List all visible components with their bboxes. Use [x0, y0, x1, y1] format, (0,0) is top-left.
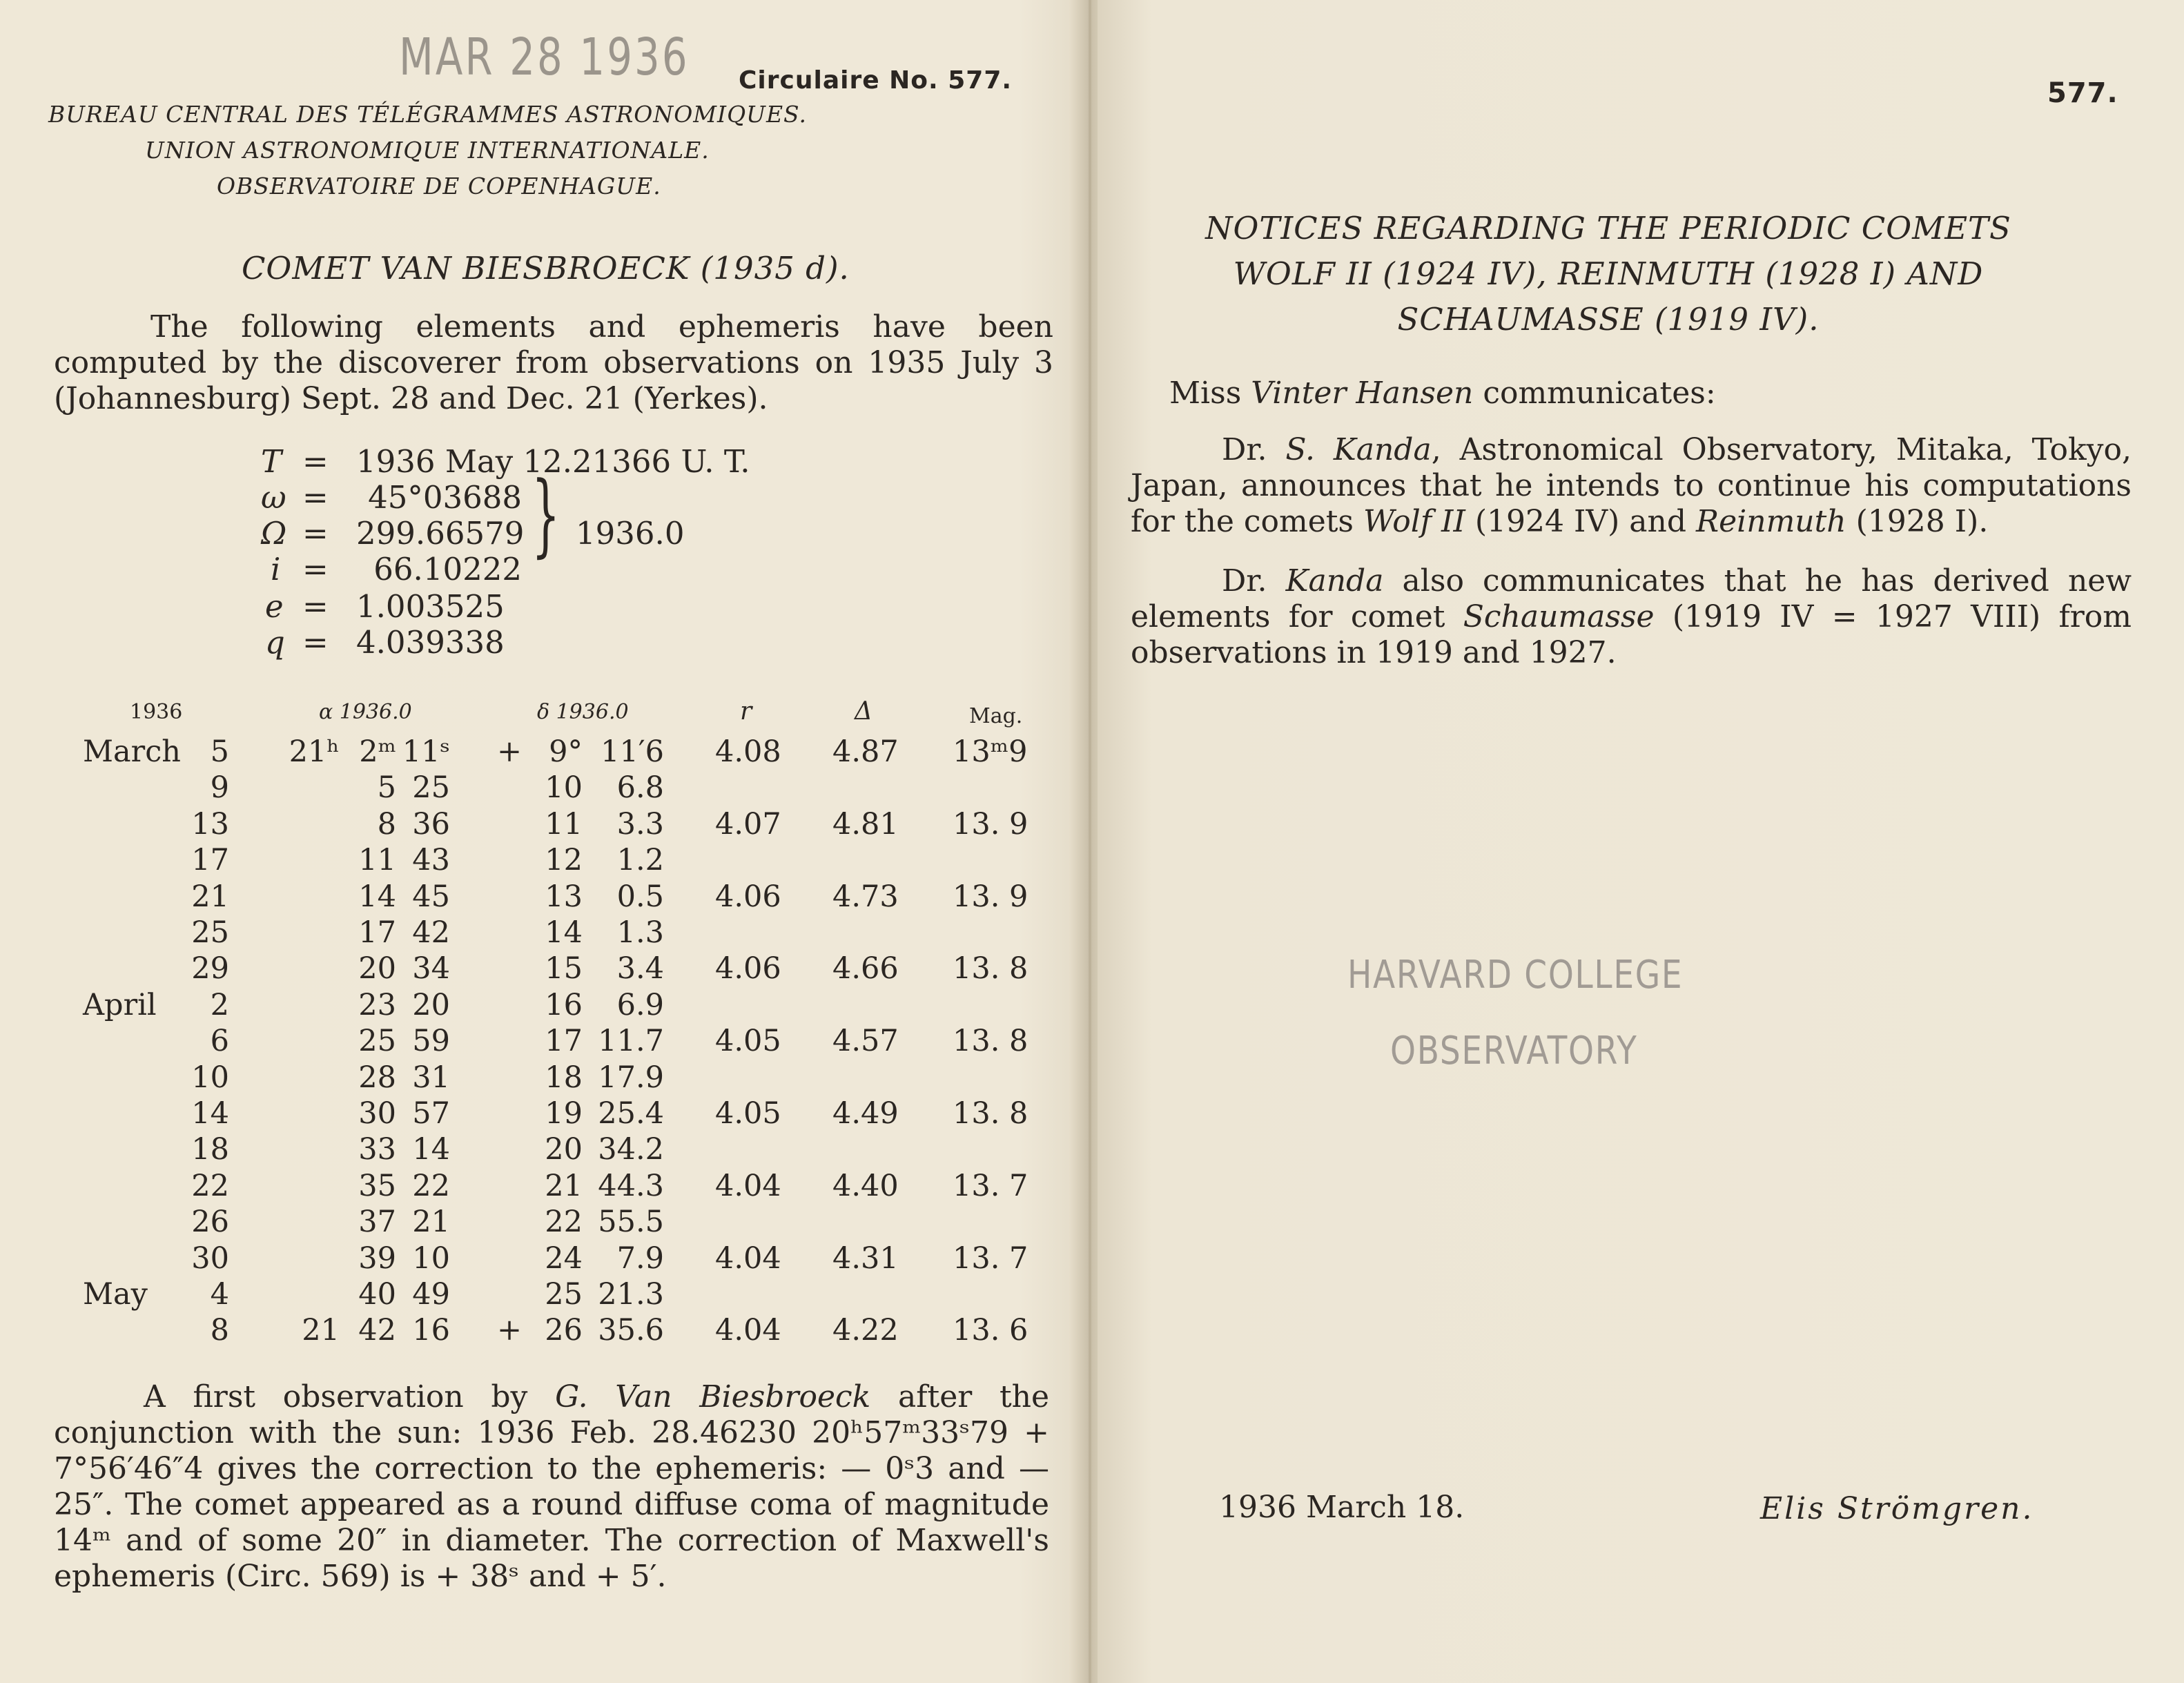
comet-title: COMET VAN BIESBROECK (1935 d).	[242, 250, 850, 286]
element-i-symbol: i	[271, 551, 281, 587]
cell-ra-s: 31	[412, 1060, 450, 1095]
header-mag: Mag.	[969, 704, 1023, 728]
cell-mag: 13. 7	[953, 1168, 1028, 1203]
p2-c: also communicates that he has derived new elements for comet	[1131, 563, 2132, 634]
element-node-eq: =	[302, 515, 329, 552]
cell-ra-m: 11	[358, 843, 396, 878]
cell-day: 30	[191, 1241, 229, 1276]
cell-day: 6	[210, 1024, 229, 1059]
element-T-symbol: T	[261, 443, 282, 480]
closing-text-1: A first observation by	[144, 1379, 556, 1414]
cell-month: March	[83, 735, 181, 769]
element-omega-symbol: ω	[261, 479, 286, 516]
cell-r: 4.04	[715, 1241, 781, 1276]
cell-ra-m: 2ᵐ	[359, 735, 396, 769]
cell-dec-d: 12	[545, 843, 583, 878]
cell-dec-d: 13	[545, 879, 583, 914]
cell-dec-m: 17.9	[598, 1060, 664, 1095]
cell-mag: 13. 6	[953, 1313, 1028, 1348]
cell-dec-m: 44.3	[598, 1168, 664, 1203]
cell-dec-m: 55.5	[598, 1205, 664, 1240]
cell-mag: 13. 8	[953, 1096, 1028, 1131]
cell-r: 4.05	[715, 1096, 781, 1131]
cell-day: 22	[191, 1168, 229, 1203]
cell-ra-m: 23	[358, 987, 396, 1022]
cell-ra-s: 34	[412, 951, 450, 986]
cell-ra-s: 11ˢ	[402, 735, 450, 769]
notice-title-line-2: WOLF II (1924 IV), REINMUTH (1928 I) AND	[1233, 255, 1984, 292]
cell-dec-d: 18	[545, 1060, 583, 1095]
cell-dec-d: 26	[545, 1313, 583, 1348]
cell-dec-d: 10	[545, 770, 583, 806]
cell-dec-m: 25.4	[598, 1096, 664, 1131]
cell-ra-m: 25	[358, 1024, 396, 1059]
header-ra: α 1936.0	[319, 700, 412, 724]
cell-day: 29	[191, 951, 229, 986]
cell-dec-d: 11	[545, 806, 583, 842]
signature: Elis Strömgren.	[1760, 1491, 2034, 1526]
cell-dec-m: 35.6	[598, 1313, 664, 1348]
cell-ra-h: 21	[302, 1313, 340, 1348]
issue-date: 1936 March 18.	[1219, 1490, 1465, 1525]
p2-a: Dr.	[1222, 563, 1286, 599]
right-page-number: 577.	[2047, 77, 2118, 109]
p1-kanda: S. Kanda	[1285, 432, 1432, 467]
cell-ra-m: 40	[358, 1277, 396, 1312]
cell-day: 9	[210, 770, 229, 806]
cell-ra-s: 57	[412, 1096, 450, 1131]
cell-ra-s: 43	[412, 843, 450, 878]
element-q-symbol: q	[265, 624, 285, 661]
kanda-paragraph-1	[1131, 432, 2132, 540]
header-year: 1936	[130, 700, 183, 724]
cell-r: 4.08	[715, 735, 781, 769]
cell-month: May	[83, 1277, 148, 1312]
cell-day: 25	[191, 915, 229, 950]
element-i-value: 66.10222	[373, 551, 522, 587]
cell-mag: 13. 8	[953, 1024, 1028, 1059]
cell-mag: 13. 9	[953, 806, 1028, 842]
cell-delta: 4.66	[832, 951, 899, 986]
cell-mag: 13. 8	[953, 951, 1028, 986]
cell-day: 17	[191, 843, 229, 878]
cell-day: 4	[210, 1277, 229, 1312]
communicates-line	[1169, 376, 1716, 411]
p2-e: (1919 IV = 1927 VIII) from observations in 1919 and 1927.	[1131, 599, 2132, 670]
cell-dec-m: 1.2	[616, 843, 664, 878]
cell-dec-m: 1.3	[616, 915, 664, 950]
cell-ra-m: 30	[358, 1096, 396, 1131]
cell-ra-m: 14	[358, 879, 396, 914]
cell-dec-d: 21	[545, 1168, 583, 1203]
bureau-line-1: BUREAU CENTRAL DES TÉLÉGRAMMES ASTRONOMIQUES.	[48, 101, 807, 128]
cell-ra-m: 17	[358, 915, 396, 950]
cell-dec-d: 24	[545, 1241, 583, 1276]
cell-ra-s: 21	[412, 1205, 450, 1240]
cell-ra-s: 36	[412, 806, 450, 842]
cell-ra-s: 16	[412, 1313, 450, 1348]
element-i-eq: =	[302, 551, 329, 587]
element-e-symbol: e	[265, 588, 284, 625]
p1-wolf: Wolf II	[1363, 504, 1465, 539]
cell-day: 18	[191, 1132, 229, 1167]
cell-day: 13	[191, 806, 229, 842]
element-node-symbol: Ω	[261, 515, 287, 552]
cell-delta: 4.87	[832, 735, 899, 769]
header-dec: δ 1936.0	[537, 700, 629, 724]
cell-ra-m: 35	[358, 1168, 396, 1203]
harvard-stamp-line-1: HARVARD COLLEGE	[1347, 953, 1684, 998]
cell-dec-m: 11.7	[598, 1024, 664, 1059]
cell-dec-d: 16	[545, 987, 583, 1022]
cell-day: 5	[210, 735, 229, 769]
equinox-label: 1936.0	[576, 515, 685, 552]
cell-dec-m: 3.4	[616, 951, 664, 986]
cell-dec-d: 19	[545, 1096, 583, 1131]
cell-delta: 4.81	[832, 806, 899, 842]
element-q-value: 4.039338	[356, 624, 505, 661]
cell-dec-sign: +	[497, 735, 523, 769]
cell-delta: 4.31	[832, 1241, 899, 1276]
element-node-value: 299.66579	[356, 515, 525, 552]
p1-reinmuth: Reinmuth	[1695, 504, 1846, 539]
cell-dec-m: 6.9	[616, 987, 664, 1022]
cell-ra-h: 21ʰ	[289, 735, 340, 769]
cell-ra-m: 8	[377, 806, 396, 842]
cell-dec-d: 14	[545, 915, 583, 950]
cell-r: 4.05	[715, 1024, 781, 1059]
intro-paragraph	[54, 309, 1053, 417]
cell-day: 26	[191, 1205, 229, 1240]
kanda-paragraph-2	[1131, 563, 2132, 671]
cell-ra-m: 20	[358, 951, 396, 986]
cell-delta: 4.49	[832, 1096, 899, 1131]
cell-dec-d: 9°	[549, 735, 583, 769]
cell-dec-m: 6.8	[616, 770, 664, 806]
element-omega-eq: =	[302, 479, 329, 516]
received-date-stamp: MAR 28 1936	[399, 28, 690, 87]
element-T-eq: =	[302, 443, 329, 480]
cell-dec-m: 7.9	[616, 1241, 664, 1276]
cell-dec-d: 22	[545, 1205, 583, 1240]
comm-post: communicates:	[1473, 376, 1716, 411]
cell-ra-s: 25	[412, 770, 450, 806]
cell-ra-m: 37	[358, 1205, 396, 1240]
cell-r: 4.06	[715, 951, 781, 986]
cell-dec-m: 21.3	[598, 1277, 664, 1312]
cell-ra-m: 42	[358, 1313, 396, 1348]
observer-name: G. Van Biesbroeck	[555, 1379, 871, 1414]
harvard-stamp-line-2: OBSERVATORY	[1390, 1029, 1638, 1073]
cell-ra-m: 28	[358, 1060, 396, 1095]
cell-r: 4.04	[715, 1313, 781, 1348]
element-T-value: 1936 May 12.21366 U. T.	[356, 443, 750, 480]
cell-ra-s: 45	[412, 879, 450, 914]
notice-title-line-3: SCHAUMASSE (1919 IV).	[1397, 301, 1820, 338]
cell-ra-s: 20	[412, 987, 450, 1022]
cell-dec-sign: +	[497, 1313, 523, 1348]
cell-dec-d: 20	[545, 1132, 583, 1167]
cell-delta: 4.73	[832, 879, 899, 914]
notice-title-line-1: NOTICES REGARDING THE PERIODIC COMETS	[1205, 210, 2011, 246]
cell-dec-m: 11′6	[601, 735, 664, 769]
cell-day: 10	[191, 1060, 229, 1095]
cell-dec-m: 0.5	[616, 879, 664, 914]
cell-ra-s: 14	[412, 1132, 450, 1167]
p2-schaumasse: Schaumasse	[1463, 599, 1655, 634]
cell-ra-s: 10	[412, 1241, 450, 1276]
comm-pre: Miss	[1169, 376, 1251, 411]
element-q-eq: =	[302, 624, 329, 661]
closing-paragraph	[54, 1379, 1049, 1595]
p1-g: (1928 I).	[1846, 504, 1989, 539]
closing-text-2: after the conjunction with the sun: 1936 Feb. 28.46230 20ʰ57ᵐ33ˢ79 + 7°56′46″4 gives the correction to the ephemeris: — 0ˢ3 and — 25″. The comet appeared as a round diffuse coma of magnitude 14ᵐ and of some 20″ in diameter. The correction of Maxwell's ephemeris (Circ. 569) is + 38ˢ and + 5′.	[54, 1379, 1049, 1594]
cell-ra-s: 42	[412, 915, 450, 950]
cell-ra-s: 49	[412, 1277, 450, 1312]
cell-dec-m: 3.3	[616, 806, 664, 842]
cell-mag: 13. 7	[953, 1241, 1028, 1276]
p1-a: Dr.	[1222, 432, 1286, 467]
cell-ra-m: 33	[358, 1132, 396, 1167]
cell-ra-m: 39	[358, 1241, 396, 1276]
cell-dec-d: 15	[545, 951, 583, 986]
cell-day: 14	[191, 1096, 229, 1131]
bureau-line-3: OBSERVATOIRE DE COPENHAGUE.	[217, 173, 661, 200]
cell-ra-s: 59	[412, 1024, 450, 1059]
cell-month: April	[83, 987, 157, 1022]
cell-day: 2	[210, 987, 229, 1022]
cell-day: 8	[210, 1313, 229, 1348]
cell-mag: 13ᵐ9	[953, 735, 1028, 769]
element-omega-value: 45°03688	[368, 479, 522, 516]
cell-ra-s: 22	[412, 1168, 450, 1203]
cell-delta: 4.40	[832, 1168, 899, 1203]
element-e-eq: =	[302, 588, 329, 625]
bureau-line-2: UNION ASTRONOMIQUE INTERNATIONALE.	[145, 137, 710, 164]
cell-dec-d: 17	[545, 1024, 583, 1059]
comm-name: Vinter Hansen	[1251, 376, 1474, 411]
p2-kanda: Kanda	[1285, 563, 1384, 599]
cell-day: 21	[191, 879, 229, 914]
cell-dec-m: 34.2	[598, 1132, 664, 1167]
p1-e: (1924 IV) and	[1465, 504, 1696, 539]
header-r: r	[740, 697, 752, 726]
cell-r: 4.04	[715, 1168, 781, 1203]
intro-text: The following elements and ephemeris have been computed by the discoverer from observations on 1935 July 3 (Johannesburg) Sept. 28 and Dec. 21 (Yerkes).	[54, 309, 1053, 416]
p1-c: , Astronomical Observatory, Mitaka, Tokyo, Japan, announces that he intends to continue his computations for the comets	[1131, 432, 2132, 539]
cell-dec-d: 25	[545, 1277, 583, 1312]
cell-mag: 13. 9	[953, 879, 1028, 914]
right-page	[1098, 0, 2184, 1683]
cell-delta: 4.22	[832, 1313, 899, 1348]
cell-r: 4.07	[715, 806, 781, 842]
cell-ra-m: 5	[377, 770, 396, 806]
cell-r: 4.06	[715, 879, 781, 914]
element-e-value: 1.003525	[356, 588, 505, 625]
elements-brace: }	[532, 462, 560, 567]
circular-number: Circulaire No. 577.	[739, 66, 1013, 95]
header-delta: Δ	[855, 697, 872, 726]
cell-delta: 4.57	[832, 1024, 899, 1059]
left-page	[0, 0, 1084, 1683]
